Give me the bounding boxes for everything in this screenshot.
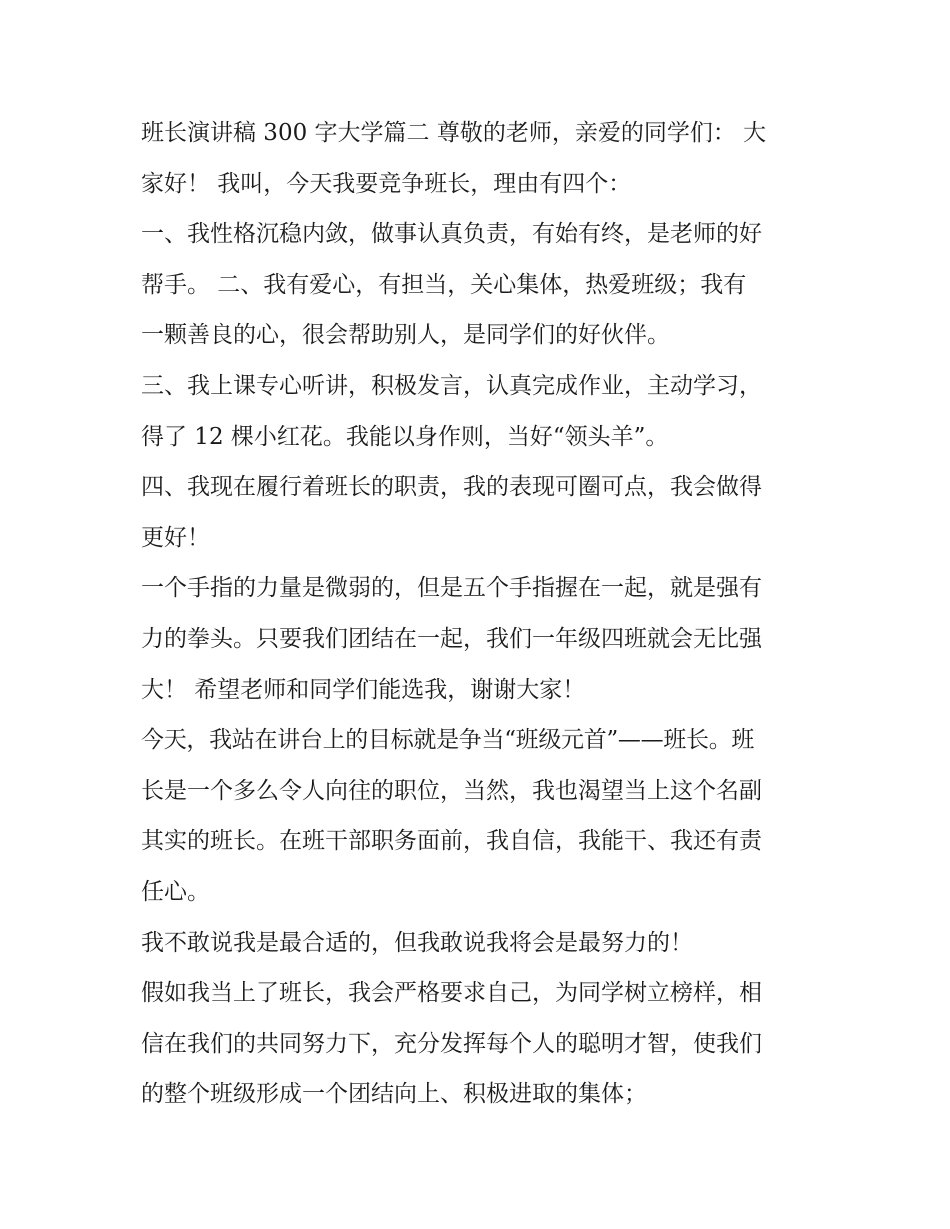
- text-line: 四、我现在履行着班长的职责，我的表现可圈可点，我会做得: [141, 474, 762, 501]
- text-line: 更好！: [141, 524, 210, 551]
- text-line: 长是一个多么令人向往的职位，当然，我也渴望当上这个名副: [141, 777, 762, 804]
- speech-text: [141, 108, 821, 1120]
- text-line: 的整个班级形成一个团结向上、积极进取的集体；: [141, 1081, 647, 1108]
- text-line: 其实的班长。在班干部职务面前，我自信，我能干、我还有责: [141, 828, 762, 855]
- text-line: 大！ 希望老师和同学们能选我，谢谢大家！: [141, 676, 586, 703]
- text-line: 帮手。 二、我有爱心，有担当，关心集体，热爱班级；我有: [141, 271, 747, 298]
- text-line: 得了 12 棵小红花。我能以身作则，当好“领头羊”。: [141, 423, 669, 450]
- text-line: 今天，我站在讲台上的目标就是争当“班级元首”——班长。班: [141, 727, 755, 754]
- text-line: 我不敢说我是最合适的，但我敢说我将会是最努力的！: [141, 929, 693, 956]
- text-line: 任心。: [141, 878, 210, 905]
- text-line: 一个手指的力量是微弱的，但是五个手指握在一起，就是强有: [141, 575, 762, 602]
- text-line: 一颗善良的心，很会帮助别人，是同学们的好伙伴。: [141, 322, 670, 349]
- text-line: 假如我当上了班长，我会严格要求自己，为同学树立榜样，相: [141, 980, 762, 1007]
- text-line: 家好！ 我叫，今天我要竞争班长，理由有四个：: [141, 170, 632, 197]
- text-line: 三、我上课专心听讲，积极发言，认真完成作业，主动学习，: [141, 372, 762, 399]
- text-line: 一、我性格沉稳内敛，做事认真负责，有始有终，是老师的好: [141, 221, 762, 248]
- text-line: 班长演讲稿 300 字大学篇二 尊敬的老师，亲爱的同学们： 大: [141, 120, 767, 146]
- text-line: 信在我们的共同努力下，充分发挥每个人的聪明才智，使我们: [141, 1030, 762, 1057]
- text-line: 力的拳头。只要我们团结在一起，我们一年级四班就会无比强: [141, 625, 762, 652]
